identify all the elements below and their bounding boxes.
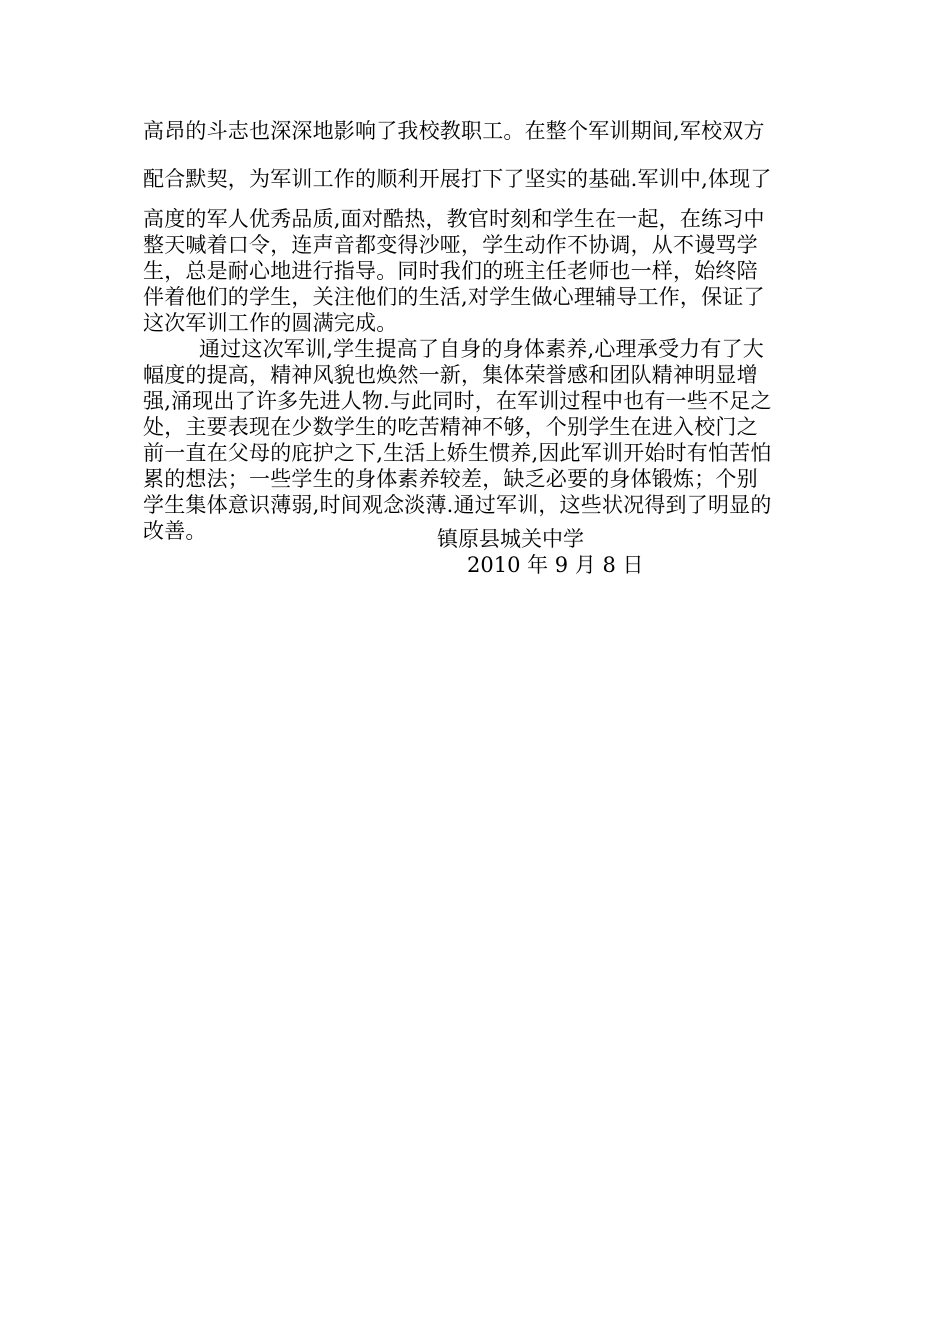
signature-date: 2010 年 9 月 8 日 (467, 553, 644, 577)
text-line: 通过这次军训,学生提高了自身的身体素养,心理承受力有了大 (199, 337, 764, 361)
text-line: 幅度的提高，精神风貌也焕然一新，集体荣誉感和团队精神明显增 (143, 363, 758, 387)
text-line: 处，主要表现在少数学生的吃苦精神不够，个别学生在进入校门之 (143, 415, 758, 439)
paragraph-block (143, 206, 807, 544)
text-line: 伴着他们的学生，关注他们的生活,对学生做心理辅导工作，保证了 (143, 285, 765, 309)
text-line: 这次军训工作的圆满完成。 (143, 311, 398, 335)
text-line: 强,涌现出了许多先进人物.与此同时，在军训过程中也有一些不足之 (143, 389, 772, 413)
text-line: 前一直在父母的庇护之下,生活上娇生惯养,因此军训开始时有怕苦怕 (143, 441, 772, 465)
text-line: 高度的军人优秀品质,面对酷热，教官时刻和学生在一起，在练习中 (143, 207, 765, 231)
text-line: 累的想法；一些学生的身体素养较差，缺乏必要的身体锻炼；个别 (143, 467, 758, 491)
text-line: 改善。 (143, 519, 207, 543)
paragraph-line (143, 118, 807, 144)
text-line: 生，总是耐心地进行指导。同时我们的班主任老师也一样，始终陪 (143, 259, 758, 283)
text-line: 整天喊着口令，连声音都变得沙哑，学生动作不协调，从不谩骂学 (143, 233, 758, 257)
text-line: 高昂的斗志也深深地影响了我校教职工。在整个军训期间,军校双方 (143, 119, 765, 143)
paragraph-line (143, 166, 807, 192)
text-line: 学生集体意识薄弱,时间观念淡薄.通过军训，这些状况得到了明显的 (143, 493, 772, 517)
text-line: 配合默契，为军训工作的顺利开展打下了坚实的基础.军训中,体现了 (143, 167, 772, 191)
signature-school: 镇原县城关中学 (437, 527, 584, 551)
